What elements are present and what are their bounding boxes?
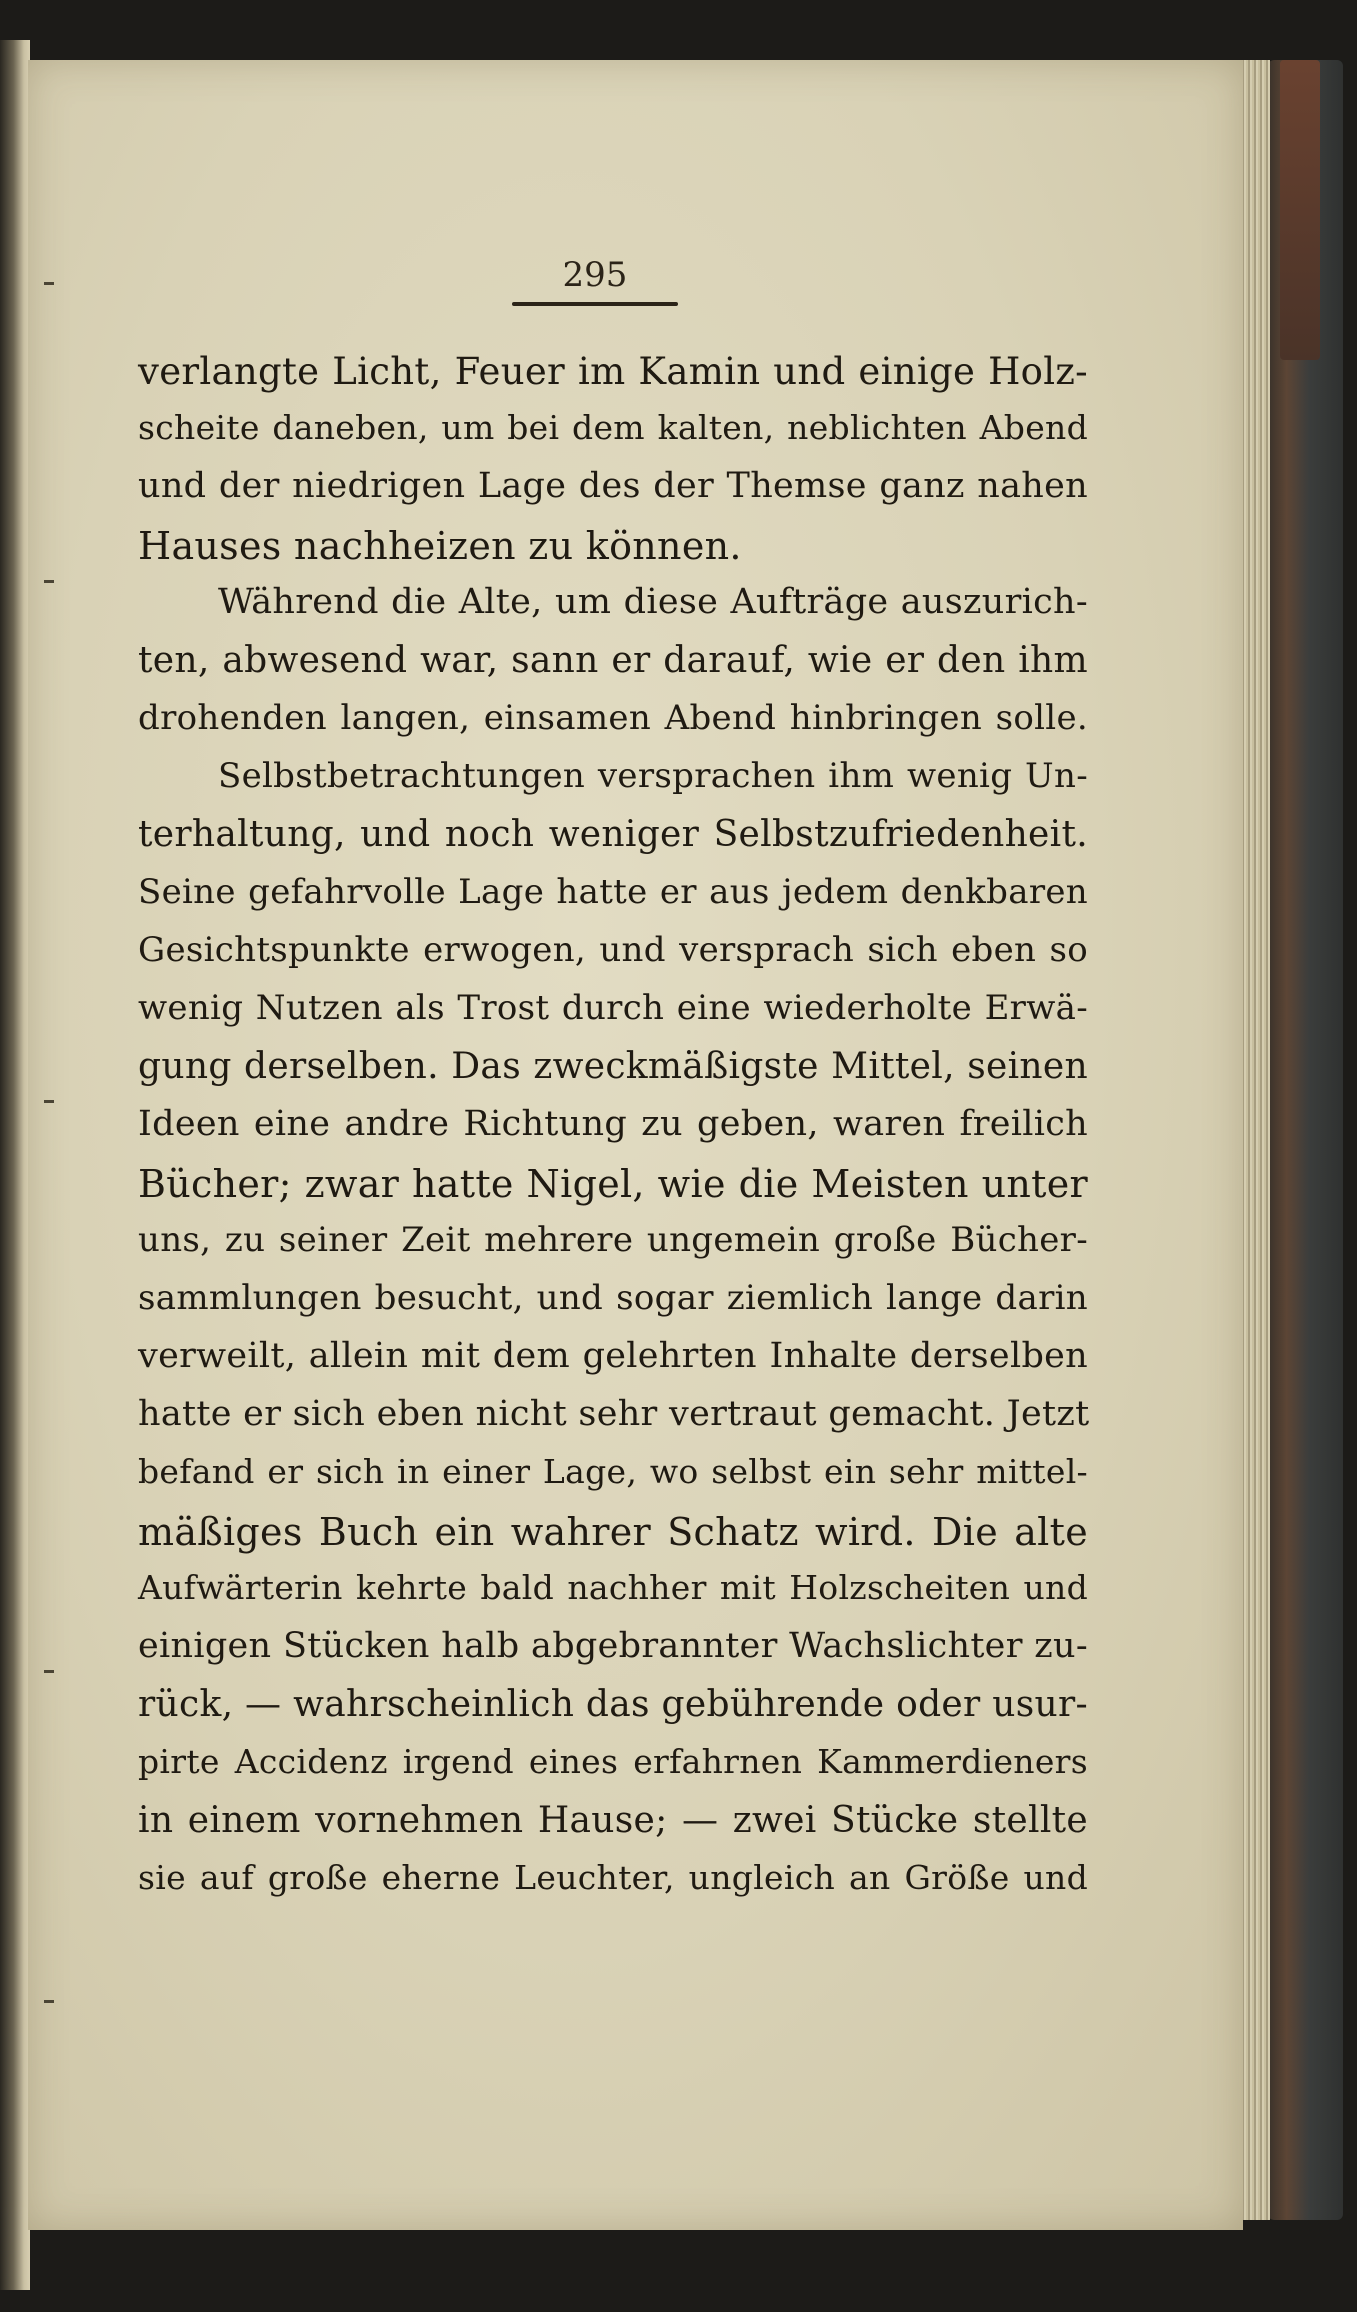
text-line: Seine gefahrvolle Lage hatte er aus jedem denkbaren bbox=[138, 872, 1088, 912]
text-line: terhaltung, und noch weniger Selbstzufriedenheit. bbox=[138, 814, 1088, 855]
text-line: sie auf große eherne Leuchter, ungleich an Größe und bbox=[138, 1858, 1088, 1897]
text-line: Gesichtspunkte erwogen, und versprach sich eben so bbox=[138, 930, 1088, 970]
text-line: Selbstbetrachtungen versprachen ihm wenig Un- bbox=[218, 756, 1088, 796]
text-line: sammlungen besucht, und sogar ziemlich lange darin bbox=[138, 1278, 1088, 1318]
margin-mark bbox=[44, 2000, 54, 2003]
text-line: Hauses nachheizen zu können. bbox=[138, 524, 742, 568]
text-line: hatte er sich eben nicht sehr vertraut gemacht. Jetzt bbox=[138, 1394, 1090, 1434]
margin-mark bbox=[44, 1100, 54, 1103]
text-line: Während die Alte, um diese Aufträge auszurich- bbox=[218, 582, 1088, 622]
book-cover-right bbox=[1268, 60, 1343, 2220]
text-line: befand er sich in einer Lage, wo selbst ein sehr mittel- bbox=[138, 1452, 1088, 1491]
text-line: rück, — wahrscheinlich das gebührende oder usur- bbox=[138, 1684, 1088, 1725]
cover-leather-patch bbox=[1280, 60, 1320, 360]
page-number: 295 bbox=[562, 255, 628, 295]
text-line: ten, abwesend war, sann er darauf, wie er den ihm bbox=[138, 640, 1088, 681]
text-line: in einem vornehmen Hause; — zwei Stücke stellte bbox=[138, 1800, 1088, 1841]
text-line: Aufwärterin kehrte bald nachher mit Holzscheiten und bbox=[138, 1568, 1088, 1607]
text-line: und der niedrigen Lage des der Themse ganz nahen bbox=[138, 466, 1088, 506]
text-line: wenig Nutzen als Trost durch eine wiederholte Erwä- bbox=[138, 988, 1088, 1028]
text-line: einigen Stücken halb abgebrannter Wachslichter zu- bbox=[138, 1626, 1088, 1666]
margin-mark bbox=[44, 580, 54, 583]
text-line: pirte Accidenz irgend eines erfahrnen Kammerdieners bbox=[138, 1742, 1088, 1781]
header-rule bbox=[512, 302, 678, 306]
margin-mark bbox=[44, 1670, 54, 1673]
text-line: Ideen eine andre Richtung zu geben, waren freilich bbox=[138, 1104, 1088, 1144]
margin-mark bbox=[44, 282, 54, 285]
text-line: Bücher; zwar hatte Nigel, wie die Meisten unter bbox=[138, 1162, 1088, 1206]
text-line: verweilt, allein mit dem gelehrten Inhalte derselben bbox=[138, 1336, 1088, 1376]
text-line: gung derselben. Das zweckmäßigste Mittel, seinen bbox=[138, 1046, 1088, 1087]
text-line: scheite daneben, um bei dem kalten, neblichten Abend bbox=[138, 408, 1088, 447]
text-line: uns, zu seiner Zeit mehrere ungemein große Bücher- bbox=[138, 1220, 1088, 1260]
text-line: drohenden langen, einsamen Abend hinbringen solle. bbox=[138, 698, 1088, 738]
text-line: mäßiges Buch ein wahrer Schatz wird. Die alte bbox=[138, 1510, 1088, 1554]
page-edges bbox=[1240, 60, 1270, 2220]
book-spine-left bbox=[0, 40, 30, 2290]
text-line: verlangte Licht, Feuer im Kamin und einige Holz- bbox=[138, 350, 1088, 393]
